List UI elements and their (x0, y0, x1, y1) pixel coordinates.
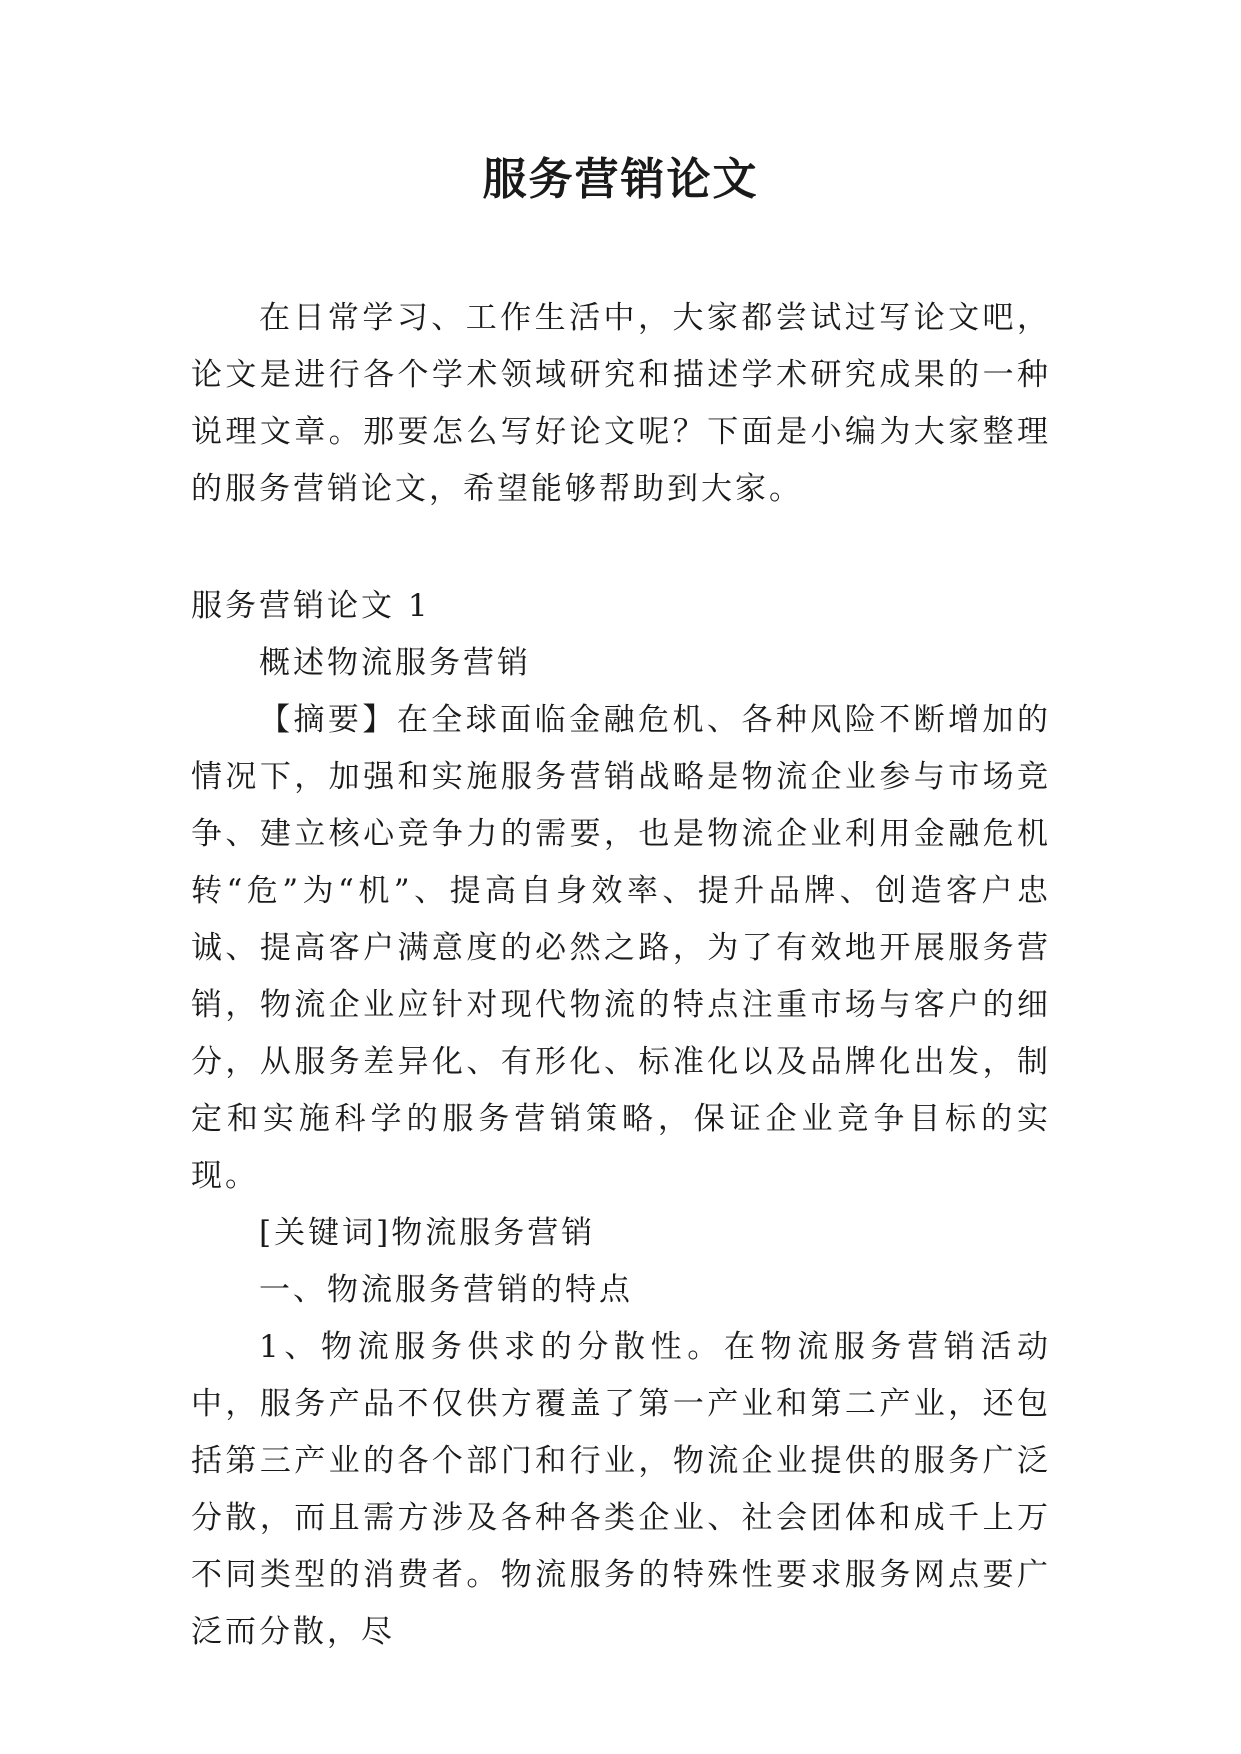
section-block (191, 578, 1051, 1661)
intro-block (191, 290, 1051, 518)
intro-paragraph: 在日常学习、工作生活中，大家都尝试过写论文吧，论文是进行各个学术领域研究和描述学术研究成果的一种说理文章。那要怎么写好论文呢？下面是小编为大家整理的服务营销论文，希望能够帮助到大家。 (191, 300, 1051, 507)
heading-1: 一、物流服务营销的特点 (259, 1272, 633, 1308)
document-title: 服务营销论文 (482, 154, 759, 205)
keywords-line: [关键词]物流服务营销 (259, 1215, 596, 1251)
point-1-paragraph: 1、物流服务供求的分散性。在物流服务营销活动中，服务产品不仅供方覆盖了第一产业和第二产业，还包括第三产业的各个部门和行业，物流企业提供的服务广泛分散，而且需方涉及各种各类企业、社会团体和成千上万不同类型的消费者。物流服务的特殊性要求服务网点要广泛而分散，尽 (191, 1329, 1051, 1650)
section-heading: 服务营销论文 1 (191, 588, 431, 624)
abstract-paragraph: 【摘要】在全球面临金融危机、各种风险不断增加的情况下，加强和实施服务营销战略是物流企业参与市场竞争、建立核心竞争力的需要，也是物流企业利用金融危机转“危”为“机”、提高自身效率、提升品牌、创造客户忠诚、提高客户满意度的必然之路，为了有效地开展服务营销，物流企业应针对现代物流的特点注重市场与客户的细分，从服务差异化、有形化、标准化以及品牌化出发，制定和实施科学的服务营销策略，保证企业竞争目标的实现。 (191, 702, 1051, 1194)
article-title: 概述物流服务营销 (259, 645, 531, 681)
